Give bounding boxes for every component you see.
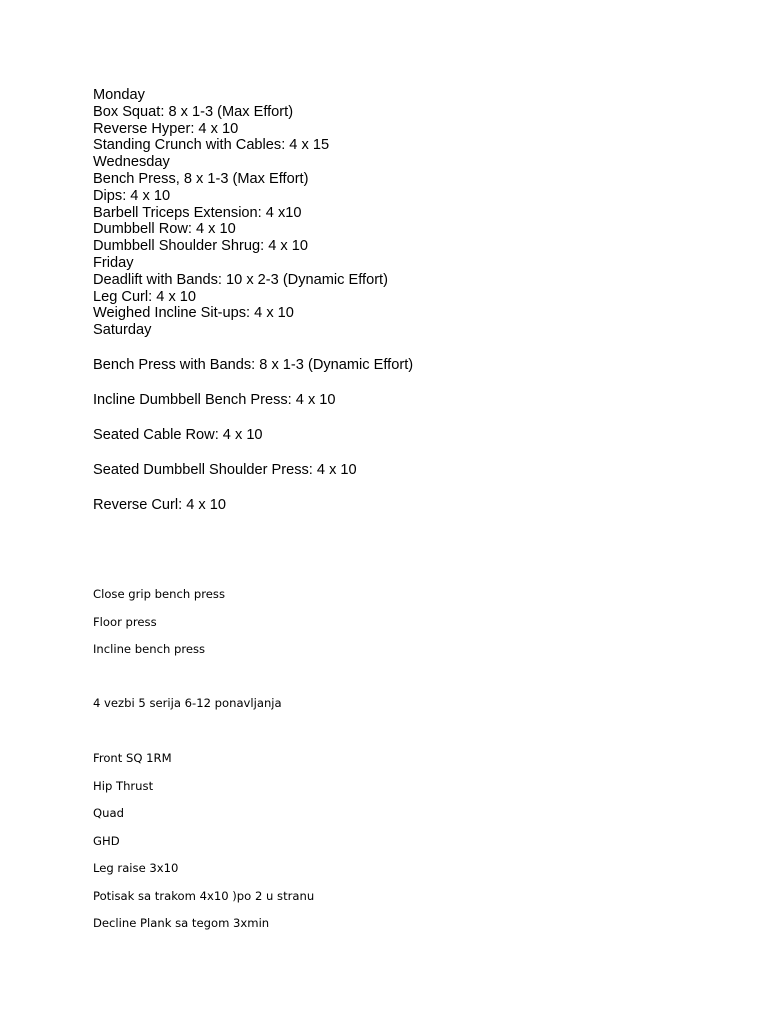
exercise-line: Incline Dumbbell Bench Press: 4 x 10	[93, 392, 336, 408]
exercise-line: Deadlift with Bands: 10 x 2-3 (Dynamic Effort)	[93, 271, 388, 288]
saturday-exercise-list	[93, 357, 413, 532]
exercise-line: Dumbbell Row: 4 x 10	[93, 221, 236, 238]
exercise-line: Leg Curl: 4 x 10	[93, 288, 197, 305]
day-heading-wednesday: Wednesday	[93, 154, 170, 171]
list-item: Potisak sa trakom 4x10 )po 2 u stranu	[93, 888, 315, 903]
note-text: 4 vezbi 5 serija 6-12 ponavljanja	[93, 696, 282, 710]
day-heading-monday: Monday	[93, 87, 145, 103]
exercise-line: Dips: 4 x 10	[93, 187, 171, 204]
exercise-line: Barbell Triceps Extension: 4 x10	[93, 204, 302, 221]
list-item: Floor press	[93, 614, 157, 629]
day-heading-friday: Friday	[93, 254, 134, 271]
day-heading-saturday: Saturday	[93, 322, 152, 339]
list-item: Close grip bench press	[93, 587, 225, 601]
list-item: Quad	[93, 806, 124, 820]
exercise-line: Reverse Hyper: 4 x 10	[93, 120, 239, 137]
exercise-line: Bench Press with Bands: 8 x 1-3 (Dynamic Effort)	[93, 357, 414, 373]
exercise-line: Dumbbell Shoulder Shrug: 4 x 10	[93, 238, 308, 255]
leg-day-list	[93, 751, 314, 944]
exercise-line: Weighed Incline Sit-ups: 4 x 10	[93, 305, 294, 322]
list-item: GHD	[93, 833, 120, 848]
list-item: Hip Thrust	[93, 778, 154, 793]
exercise-line: Seated Cable Row: 4 x 10	[93, 427, 263, 443]
list-item: Leg raise 3x10	[93, 861, 179, 875]
list-item: Decline Plank sa tegom 3xmin	[93, 916, 270, 930]
exercise-line: Seated Dumbbell Shoulder Press: 4 x 10	[93, 462, 357, 478]
list-item: Incline bench press	[93, 642, 206, 656]
exercise-line: Standing Crunch with Cables: 4 x 15	[93, 137, 330, 154]
weekly-schedule	[93, 87, 388, 339]
set-rep-note	[93, 696, 282, 724]
exercise-line: Box Squat: 8 x 1-3 (Max Effort)	[93, 103, 294, 120]
press-variations-list	[93, 587, 225, 670]
exercise-line: Reverse Curl: 4 x 10	[93, 497, 227, 513]
exercise-line: Bench Press, 8 x 1-3 (Max Effort)	[93, 170, 309, 187]
list-item: Front SQ 1RM	[93, 751, 172, 765]
